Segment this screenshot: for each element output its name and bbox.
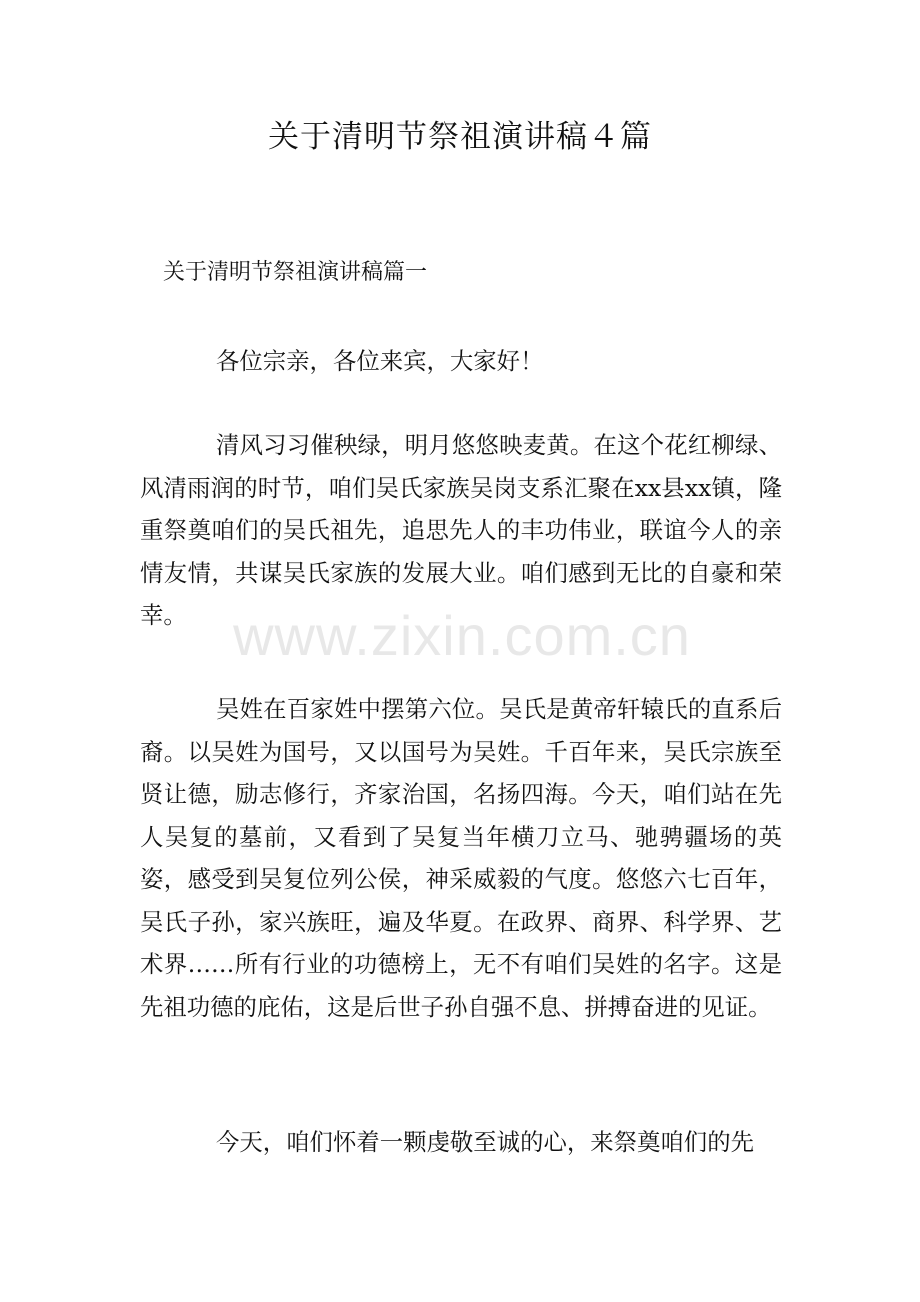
paragraph: 清风习习催秧绿，明月悠悠映麦黄。在这个花红柳绿、风清雨润的时节，咱们吴氏家族吴岗支系汇聚在xx县xx镇，隆重祭奠咱们的吴氏祖先，追思先人的丰功伟业，联谊今人的亲情友情，共谋吴氏家族的发展大业。咱们感到无比的自豪和荣幸。	[140, 431, 782, 629]
watermark: www.zixin.com.cn	[233, 604, 691, 667]
paragraph: 吴姓在百家姓中摆第六位。吴氏是黄帝轩辕氏的直系后裔。以吴姓为国号，又以国号为吴姓。千百年来，吴氏宗族至贤让德，励志修行，齐家治国，名扬四海。今天，咱们站在先人吴复的墓前，又看到了吴复当年横刀立马、驰骋疆场的英姿，感受到吴复位列公侯，神采威毅的气度。悠悠六七百年，吴氏子孙，家兴族旺，遍及华夏。在政界、商界、科学界、艺术界……所有行业的功德榜上，无不有咱们吴姓的名字。这是先祖功德的庇佑，这是后世子孙自强不息、拼搏奋进的见证。	[140, 695, 782, 1021]
section-heading: 关于清明节祭祖演讲稿篇一	[163, 260, 428, 285]
paragraph-greeting: 各位宗亲，各位来宾，大家好！	[216, 347, 544, 375]
document-title: 关于清明节祭祖演讲稿４篇	[268, 119, 652, 155]
paragraph: 今天，咱们怀着一颗虔敬至诚的心，来祭奠咱们的先	[216, 1128, 754, 1156]
